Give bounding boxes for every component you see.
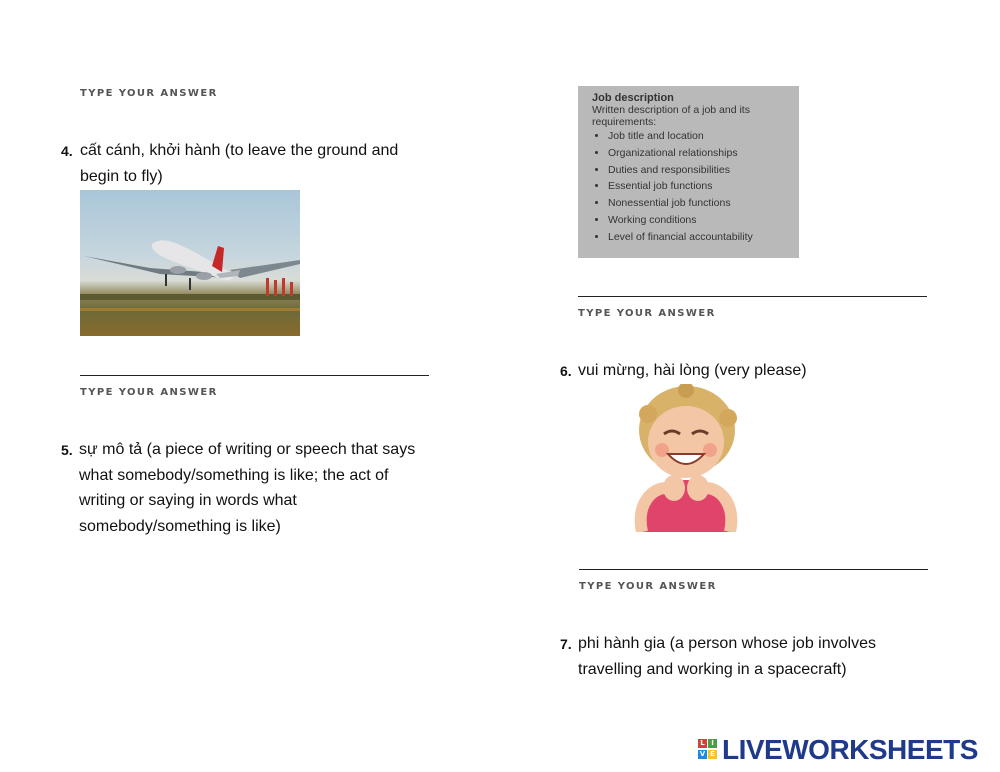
- question-number: 5.: [61, 442, 73, 458]
- question-text: [578, 631, 938, 682]
- logo-tile-i: I: [708, 739, 717, 748]
- answer-underline: [578, 296, 927, 297]
- jd-item: • Duties and responsibilities: [608, 162, 799, 179]
- answer-label: TYPE YOUR ANSWER: [579, 581, 717, 592]
- question-number: 4.: [61, 143, 73, 159]
- question-number: 7.: [560, 636, 572, 652]
- airplane-takeoff-image: [80, 190, 300, 336]
- question-text: [79, 437, 459, 539]
- question-line: begin to fly): [80, 167, 163, 185]
- jd-item: • Working conditions: [608, 212, 799, 229]
- jd-item: • Job title and location: [608, 128, 799, 145]
- job-description-image: [578, 86, 799, 258]
- question-text: [80, 138, 440, 189]
- answer-input-5[interactable]: [578, 271, 930, 293]
- liveworksheets-logo-text[interactable]: LIVEWORKSHEETS: [722, 734, 978, 765]
- jd-desc-line: requirements:: [592, 116, 657, 128]
- logo-tile-v: V: [699, 750, 706, 758]
- answer-input-4[interactable]: [80, 350, 432, 372]
- answer-input-6[interactable]: [579, 544, 931, 566]
- answer-label: TYPE YOUR ANSWER: [80, 88, 218, 99]
- question-line: somebody/something is like): [79, 517, 281, 535]
- jd-item: • Nonessential job functions: [608, 195, 799, 212]
- question-line: cất cánh, khởi hành (to leave the ground and: [80, 142, 399, 159]
- jd-item: • Essential job functions: [608, 178, 799, 195]
- jd-desc-line: Written description of a job and its: [592, 104, 750, 116]
- question-line: sự mô tả (a piece of writing or speech that says: [79, 441, 416, 458]
- question-text: [578, 358, 938, 384]
- jd-list: [592, 128, 799, 246]
- question-line: phi hành gia (a person whose job involves: [578, 635, 876, 652]
- question-line: writing or saying in words what: [79, 492, 297, 509]
- airplane-icon: [80, 190, 300, 336]
- logo-tile-l: L: [698, 739, 707, 748]
- happy-child-image: [578, 384, 799, 532]
- liveworksheets-logo-icon: [698, 737, 720, 765]
- jd-item: • Organizational relationships: [608, 145, 799, 162]
- jd-title: Job description: [592, 92, 674, 104]
- answer-underline: [80, 375, 429, 376]
- logo-tile-e: E: [708, 750, 717, 759]
- answer-label: TYPE YOUR ANSWER: [578, 308, 716, 319]
- jd-item: • Level of financial accountability: [608, 229, 799, 246]
- answer-underline: [579, 569, 928, 570]
- happy-child-icon: [578, 384, 799, 532]
- question-number: 6.: [560, 363, 572, 379]
- question-line: travelling and working in a spacecraft): [578, 660, 847, 678]
- question-line: what somebody/something is like; the act of: [79, 466, 389, 484]
- question-line: vui mừng, hài lòng (very please): [578, 362, 807, 379]
- answer-label: TYPE YOUR ANSWER: [80, 387, 218, 398]
